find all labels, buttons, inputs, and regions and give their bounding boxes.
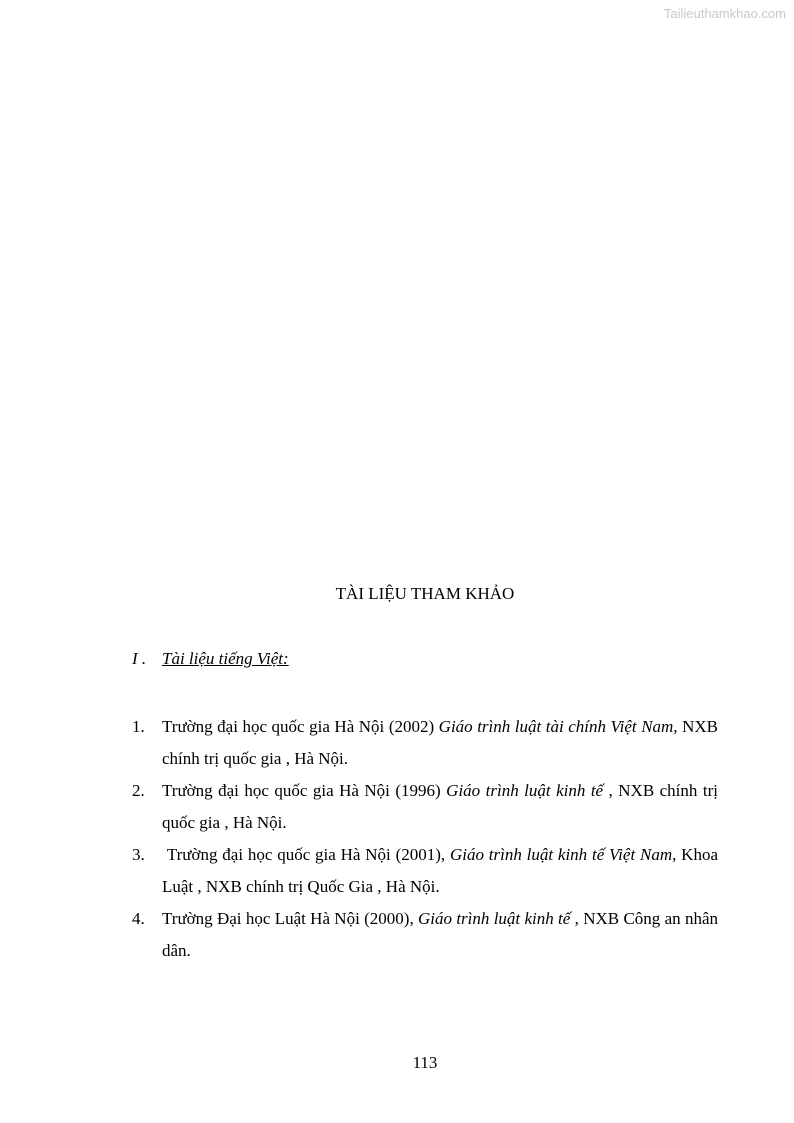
reference-item [132,839,718,903]
watermark: Tailieuthamkhao.com [663,6,786,21]
reference-author: Trường đại học quốc gia Hà Nội (1996) [162,781,447,800]
reference-list [132,711,718,967]
reference-book-title: Giáo trình luật kinh tế [418,909,571,928]
reference-number: 3. [132,845,145,864]
reference-item [132,903,718,967]
section-label: Tài liệu tiếng Việt: [162,649,289,668]
reference-book-title: Giáo trình luật kinh tế [446,781,604,800]
reference-author: Trường đại học quốc gia Hà Nội (2002) [162,717,439,736]
reference-number: 2. [132,781,145,800]
reference-publisher: , NXB Công an nhân dân. [162,909,719,960]
page-number: 113 [412,1053,438,1072]
reference-publisher: , Khoa Luật , NXB chính trị Quốc Gia , Hà Nội. [162,845,718,896]
section-number: I . [132,649,147,668]
reference-item [132,775,718,839]
reference-number: 1. [132,717,145,736]
reference-author: Trường Đại học Luật Hà Nội (2000), [162,909,419,928]
reference-book-title: Giáo trình luật tài chính Việt Nam, [438,717,678,736]
page-title: TÀI LIỆU THAM KHẢO [335,584,515,603]
reference-publisher: , NXB chính trị quốc gia , Hà Nội. [162,781,718,832]
reference-item [132,711,718,775]
section-heading [132,649,289,669]
reference-number: 4. [132,909,145,928]
reference-publisher: NXB chính trị quốc gia , Hà Nội. [162,717,718,768]
reference-book-title: Giáo trình luật kinh tế Việt Nam [449,845,673,864]
reference-author: Trường đại học quốc gia Hà Nội (2001), [162,845,450,864]
